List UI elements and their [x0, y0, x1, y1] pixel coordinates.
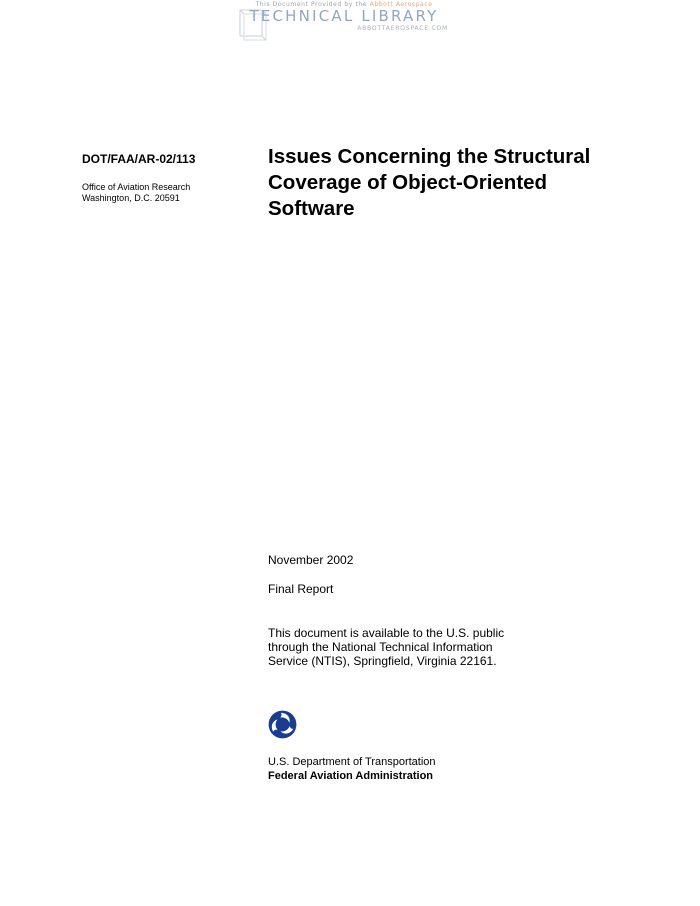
- department-name: U.S. Department of Transportation: [268, 756, 436, 768]
- publication-date: November 2002: [268, 553, 354, 567]
- office-name: Office of Aviation Research: [82, 182, 191, 192]
- administration-name: Federal Aviation Administration: [268, 770, 434, 782]
- title-line-2: Coverage of Object-Oriented: [268, 171, 548, 194]
- title-line-1: Issues Concerning the Structural: [268, 145, 591, 168]
- watermark-provided-accent: Abbott Aerospace: [369, 1, 433, 8]
- report-type: Final Report: [268, 582, 334, 596]
- office-city: Washington, D.C. 20591: [82, 193, 180, 203]
- dot-triskelion-logo-icon: [268, 710, 297, 739]
- agency-block: [268, 755, 436, 783]
- availability-line-1: This document is available to the U.S. public: [268, 626, 505, 640]
- availability-line-3: Service (NTIS), Springfield, Virginia 22161.: [268, 654, 497, 668]
- document-title: [268, 144, 648, 222]
- office-address: [82, 182, 190, 204]
- watermark-provided-prefix: This Document Provided by the: [255, 1, 368, 8]
- watermark-header: [234, 0, 454, 46]
- report-number: DOT/FAA/AR-02/113: [82, 152, 196, 166]
- watermark-url: ABBOTTAEROSPACE.COM: [357, 25, 448, 32]
- title-line-3: Software: [268, 197, 355, 220]
- availability-statement: [268, 626, 504, 668]
- watermark-title: TECHNICAL LIBRARY: [249, 7, 439, 25]
- availability-line-2: through the National Technical Information: [268, 640, 493, 654]
